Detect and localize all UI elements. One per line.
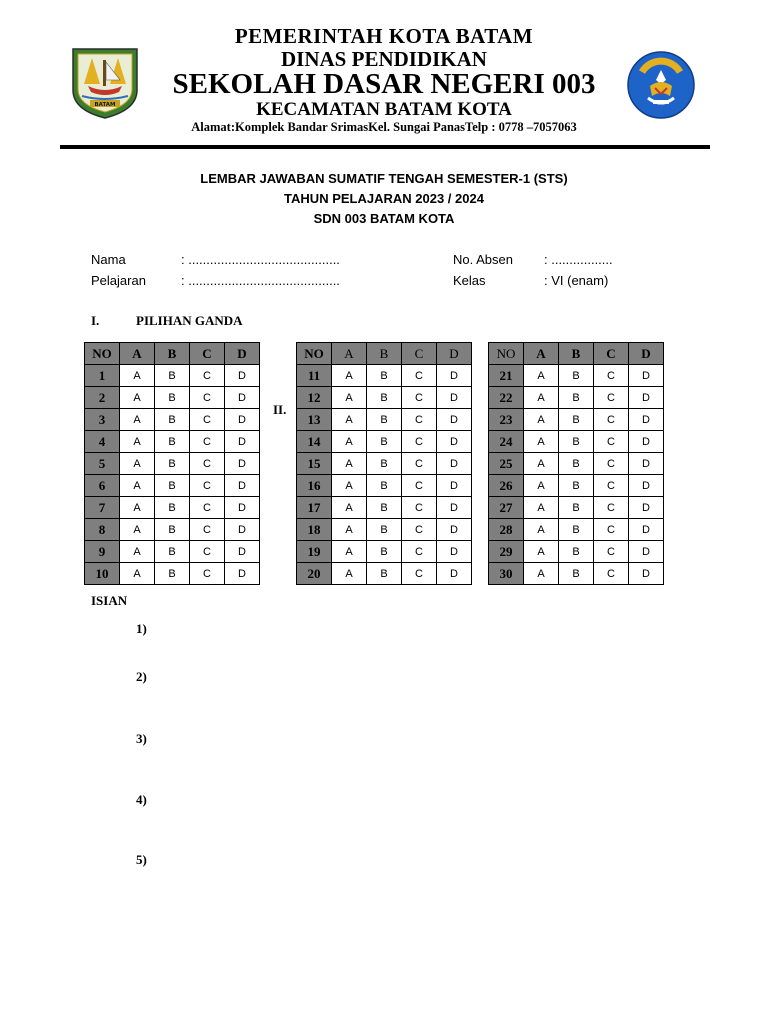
question-number: 10 — [85, 563, 120, 585]
answer-option[interactable]: D — [437, 497, 472, 519]
answer-option[interactable]: A — [524, 497, 559, 519]
answer-option[interactable]: B — [559, 497, 594, 519]
answer-option[interactable]: C — [594, 475, 629, 497]
section-number: I. — [91, 313, 100, 328]
table-row — [85, 431, 260, 453]
answer-option[interactable]: C — [594, 431, 629, 453]
header-option: D — [225, 343, 260, 365]
table-row — [489, 453, 664, 475]
question-number: 29 — [489, 541, 524, 563]
answer-option[interactable]: B — [155, 519, 190, 541]
answer-option[interactable]: C — [190, 453, 225, 475]
section-number-2: II. — [273, 402, 287, 417]
answer-option[interactable]: D — [225, 365, 260, 387]
answer-option[interactable]: B — [155, 541, 190, 563]
answer-option[interactable]: D — [437, 541, 472, 563]
question-number: 12 — [297, 387, 332, 409]
question-number: 28 — [489, 519, 524, 541]
answer-option[interactable]: C — [402, 431, 437, 453]
question-number: 22 — [489, 387, 524, 409]
school-short-name: SDN 003 BATAM KOTA — [313, 211, 455, 226]
isian-item: 4) — [136, 792, 147, 807]
answer-option[interactable]: A — [524, 365, 559, 387]
answer-option[interactable]: C — [594, 453, 629, 475]
svg-text:BATAM: BATAM — [94, 102, 116, 108]
question-number: 11 — [297, 365, 332, 387]
answer-option[interactable]: D — [225, 541, 260, 563]
answer-option[interactable]: B — [155, 409, 190, 431]
question-number: 7 — [85, 497, 120, 519]
question-number: 6 — [85, 475, 120, 497]
question-number: 3 — [85, 409, 120, 431]
answer-option[interactable]: D — [437, 475, 472, 497]
answer-option[interactable]: C — [402, 497, 437, 519]
answer-option[interactable]: A — [332, 431, 367, 453]
table-row — [297, 519, 472, 541]
isian-title: ISIAN — [91, 593, 128, 608]
answer-option[interactable]: C — [190, 365, 225, 387]
question-number: 8 — [85, 519, 120, 541]
answer-option[interactable]: B — [559, 365, 594, 387]
table-row — [85, 519, 260, 541]
answer-option[interactable]: C — [190, 541, 225, 563]
answer-option[interactable]: B — [367, 563, 402, 585]
header-no: NO — [297, 343, 332, 365]
answer-option[interactable]: B — [367, 475, 402, 497]
table-row — [297, 475, 472, 497]
answer-option[interactable]: C — [190, 387, 225, 409]
question-number: 16 — [297, 475, 332, 497]
table-row — [297, 387, 472, 409]
answer-table-header — [297, 343, 472, 365]
sheet-title: LEMBAR JAWABAN SUMATIF TENGAH SEMESTER-1 (STS) — [200, 171, 568, 186]
answer-option[interactable]: C — [402, 365, 437, 387]
answer-option[interactable]: A — [332, 365, 367, 387]
answer-option[interactable]: C — [594, 541, 629, 563]
answer-option[interactable]: C — [594, 563, 629, 585]
isian-item: 2) — [136, 669, 147, 684]
school-address: Alamat:Komplek Bandar SrimasKel. Sungai PanasTelp : 0778 –7057063 — [191, 120, 577, 134]
district-name: KECAMATAN BATAM KOTA — [256, 99, 512, 120]
answer-option[interactable]: A — [332, 409, 367, 431]
table-row — [85, 563, 260, 585]
answer-option[interactable]: A — [524, 453, 559, 475]
answer-option[interactable]: C — [402, 409, 437, 431]
question-number: 5 — [85, 453, 120, 475]
answer-option[interactable]: C — [190, 519, 225, 541]
question-number: 19 — [297, 541, 332, 563]
answer-option[interactable]: B — [559, 519, 594, 541]
answer-option[interactable]: D — [629, 365, 664, 387]
government-name: PEMERINTAH KOTA BATAM — [234, 24, 534, 48]
answer-option[interactable]: C — [594, 497, 629, 519]
answer-option[interactable]: C — [190, 409, 225, 431]
answer-option[interactable]: B — [155, 563, 190, 585]
question-number: 1 — [85, 365, 120, 387]
answer-option[interactable]: B — [155, 387, 190, 409]
answer-option[interactable]: B — [367, 365, 402, 387]
absen-label: No. Absen — [453, 252, 513, 267]
answer-option[interactable]: D — [437, 387, 472, 409]
question-number: 13 — [297, 409, 332, 431]
answer-option[interactable]: D — [629, 431, 664, 453]
table-row — [297, 453, 472, 475]
answer-option[interactable]: C — [594, 409, 629, 431]
department-name: DINAS PENDIDIKAN — [281, 47, 487, 71]
answer-option[interactable]: B — [367, 409, 402, 431]
answer-option[interactable]: C — [594, 519, 629, 541]
answer-table-header — [489, 343, 664, 365]
header-no: NO — [85, 343, 120, 365]
table-row — [85, 453, 260, 475]
nama-field[interactable]: : .......................................... — [181, 252, 340, 267]
question-number: 15 — [297, 453, 332, 475]
header-option: B — [559, 343, 594, 365]
header-option: D — [629, 343, 664, 365]
answer-option[interactable]: B — [155, 453, 190, 475]
answer-option[interactable]: B — [367, 387, 402, 409]
question-number: 2 — [85, 387, 120, 409]
answer-option[interactable]: A — [120, 519, 155, 541]
answer-option[interactable]: D — [225, 519, 260, 541]
answer-option[interactable]: A — [524, 519, 559, 541]
table-row — [297, 431, 472, 453]
table-row — [297, 365, 472, 387]
header-option: B — [367, 343, 402, 365]
answer-option[interactable]: D — [225, 475, 260, 497]
header-option: A — [524, 343, 559, 365]
question-number: 25 — [489, 453, 524, 475]
answer-option[interactable]: C — [594, 365, 629, 387]
table-row — [297, 541, 472, 563]
answer-option[interactable]: D — [437, 453, 472, 475]
answer-option[interactable]: A — [524, 475, 559, 497]
kelas-label: Kelas — [453, 273, 486, 288]
question-number: 17 — [297, 497, 332, 519]
question-number: 27 — [489, 497, 524, 519]
answer-option[interactable]: B — [367, 519, 402, 541]
answer-option[interactable]: A — [120, 387, 155, 409]
table-row — [85, 541, 260, 563]
school-name: SEKOLAH DASAR NEGERI 003 — [172, 68, 596, 100]
answer-option[interactable]: A — [120, 409, 155, 431]
answer-option[interactable]: A — [120, 563, 155, 585]
header-option: C — [402, 343, 437, 365]
answer-option[interactable]: B — [559, 475, 594, 497]
header-option: A — [332, 343, 367, 365]
table-row — [85, 497, 260, 519]
table-row — [489, 563, 664, 585]
answer-option[interactable]: A — [120, 497, 155, 519]
answer-option[interactable]: A — [524, 409, 559, 431]
answer-option[interactable]: D — [629, 409, 664, 431]
answer-option[interactable]: D — [629, 453, 664, 475]
table-row — [489, 541, 664, 563]
answer-option[interactable]: A — [524, 387, 559, 409]
answer-option[interactable]: D — [225, 409, 260, 431]
answer-option[interactable]: D — [629, 519, 664, 541]
answer-option[interactable]: D — [225, 497, 260, 519]
answer-option[interactable]: C — [190, 497, 225, 519]
answer-option[interactable]: C — [402, 563, 437, 585]
table-row — [85, 365, 260, 387]
answer-option[interactable]: C — [190, 431, 225, 453]
table-row — [297, 409, 472, 431]
answer-option[interactable]: A — [332, 563, 367, 585]
question-number: 24 — [489, 431, 524, 453]
isian-item: 5) — [136, 852, 147, 867]
answer-option[interactable]: D — [437, 563, 472, 585]
answer-option[interactable]: A — [332, 453, 367, 475]
answer-option[interactable]: C — [594, 387, 629, 409]
header-option: A — [120, 343, 155, 365]
answer-option[interactable]: D — [629, 563, 664, 585]
table-row — [85, 387, 260, 409]
pelajaran-field[interactable]: : .......................................... — [181, 273, 340, 288]
question-number: 14 — [297, 431, 332, 453]
table-row — [489, 519, 664, 541]
question-number: 20 — [297, 563, 332, 585]
table-row — [297, 497, 472, 519]
letterhead-divider — [60, 145, 710, 149]
answer-table-3 — [488, 342, 664, 585]
answer-option[interactable]: D — [225, 387, 260, 409]
header-option: D — [437, 343, 472, 365]
answer-option[interactable]: A — [332, 519, 367, 541]
answer-option[interactable]: A — [332, 497, 367, 519]
question-number: 30 — [489, 563, 524, 585]
answer-option[interactable]: B — [155, 475, 190, 497]
answer-option[interactable]: D — [629, 387, 664, 409]
answer-option[interactable]: B — [155, 497, 190, 519]
answer-option[interactable]: A — [120, 475, 155, 497]
answer-option[interactable]: B — [367, 541, 402, 563]
answer-table-2 — [296, 342, 472, 585]
absen-field[interactable]: : ................. — [544, 252, 613, 267]
answer-option[interactable]: D — [437, 409, 472, 431]
answer-option[interactable]: D — [437, 519, 472, 541]
answer-option[interactable]: B — [559, 409, 594, 431]
table-row — [489, 431, 664, 453]
answer-option[interactable]: A — [120, 365, 155, 387]
answer-option[interactable]: D — [629, 497, 664, 519]
answer-option[interactable]: C — [190, 563, 225, 585]
kelas-field: : VI (enam) — [544, 273, 609, 288]
answer-option[interactable]: A — [332, 475, 367, 497]
question-number: 18 — [297, 519, 332, 541]
answer-option[interactable]: B — [559, 563, 594, 585]
answer-option[interactable]: A — [120, 541, 155, 563]
table-row — [489, 365, 664, 387]
nama-label: Nama — [91, 252, 126, 267]
answer-option[interactable]: A — [332, 387, 367, 409]
table-row — [85, 409, 260, 431]
table-row — [297, 563, 472, 585]
header-no: NO — [489, 343, 524, 365]
answer-option[interactable]: C — [402, 475, 437, 497]
answer-option[interactable]: A — [120, 431, 155, 453]
question-number: 4 — [85, 431, 120, 453]
table-row — [489, 387, 664, 409]
answer-option[interactable]: B — [367, 497, 402, 519]
answer-option[interactable]: C — [402, 541, 437, 563]
isian-item: 1) — [136, 621, 147, 636]
answer-option[interactable]: A — [524, 563, 559, 585]
answer-option[interactable]: D — [225, 563, 260, 585]
answer-option[interactable]: B — [559, 453, 594, 475]
table-row — [489, 475, 664, 497]
table-row — [489, 497, 664, 519]
answer-option[interactable]: D — [225, 431, 260, 453]
header-option: C — [594, 343, 629, 365]
answer-option[interactable]: C — [402, 387, 437, 409]
answer-option[interactable]: D — [629, 475, 664, 497]
answer-option[interactable]: D — [225, 453, 260, 475]
answer-option[interactable]: B — [155, 431, 190, 453]
answer-option[interactable]: D — [437, 431, 472, 453]
answer-option[interactable]: C — [402, 519, 437, 541]
answer-option[interactable]: A — [524, 431, 559, 453]
section-title: PILIHAN GANDA — [136, 313, 243, 328]
answer-table-1 — [84, 342, 260, 585]
question-number: 9 — [85, 541, 120, 563]
question-number: 21 — [489, 365, 524, 387]
answer-option[interactable]: B — [559, 541, 594, 563]
question-number: 26 — [489, 475, 524, 497]
answer-option[interactable]: A — [332, 541, 367, 563]
answer-table-header — [85, 343, 260, 365]
answer-option[interactable]: A — [524, 541, 559, 563]
answer-option[interactable]: B — [559, 431, 594, 453]
academic-year: TAHUN PELAJARAN 2023 / 2024 — [284, 191, 484, 206]
answer-option[interactable]: A — [120, 453, 155, 475]
answer-option[interactable]: B — [155, 365, 190, 387]
table-row — [85, 475, 260, 497]
pelajaran-label: Pelajaran — [91, 273, 146, 288]
answer-option[interactable]: C — [402, 453, 437, 475]
isian-item: 3) — [136, 731, 147, 746]
answer-option[interactable]: D — [629, 541, 664, 563]
header-option: C — [190, 343, 225, 365]
table-row — [489, 409, 664, 431]
header-option: B — [155, 343, 190, 365]
answer-option[interactable]: D — [437, 365, 472, 387]
answer-option[interactable]: C — [190, 475, 225, 497]
question-number: 23 — [489, 409, 524, 431]
answer-option[interactable]: B — [367, 431, 402, 453]
answer-option[interactable]: B — [559, 387, 594, 409]
answer-option[interactable]: B — [367, 453, 402, 475]
